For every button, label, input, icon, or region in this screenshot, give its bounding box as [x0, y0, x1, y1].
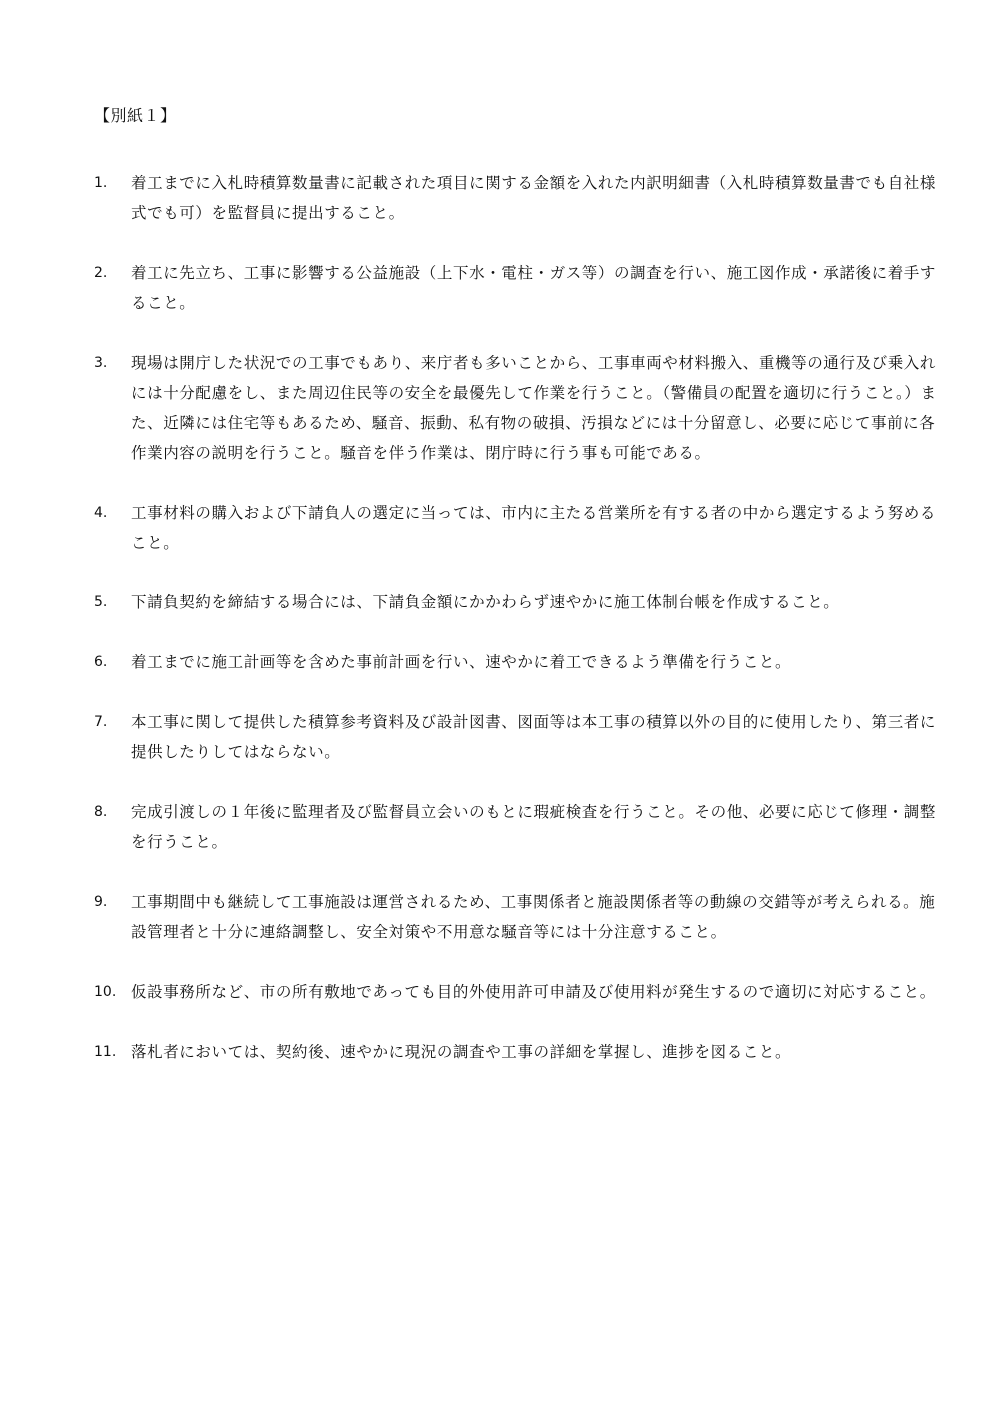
item-number: 7. — [94, 714, 108, 730]
item-number: 11. — [94, 1044, 117, 1060]
item-number: 3. — [94, 355, 108, 371]
list-item — [94, 647, 950, 677]
item-text: 本工事に関して提供した積算参考資料及び設計図書、図面等は本工事の積算以外の目的に使用したり、第三者に提供したりしてはならない。 — [131, 713, 937, 761]
list-item — [94, 168, 950, 228]
item-text: 下請負契約を締結する場合には、下請負金額にかかわらず速やかに施工体制台帳を作成すること。 — [131, 593, 840, 611]
list-item — [94, 797, 950, 857]
item-number: 4. — [94, 505, 108, 521]
list-item — [94, 707, 950, 767]
document-heading: 【別紙１】 — [94, 106, 177, 125]
list-item — [94, 1037, 950, 1067]
item-number: 5. — [94, 594, 108, 610]
item-text: 着工に先立ち、工事に影響する公益施設（上下水・電柱・ガス等）の調査を行い、施工図作成・承諾後に着手すること。 — [131, 264, 937, 312]
list-item — [94, 977, 950, 1007]
list-item — [94, 258, 950, 318]
item-number: 2. — [94, 265, 108, 281]
item-text: 工事材料の購入および下請負人の選定に当っては、市内に主たる営業所を有する者の中から選定するよう努めること。 — [131, 504, 937, 552]
requirements-list — [94, 168, 950, 1067]
item-text: 着工までに入札時積算数量書に記載された項目に関する金額を入れた内訳明細書（入札時積算数量書でも自社様式でも可）を監督員に提出すること。 — [131, 174, 937, 222]
item-text: 現場は開庁した状況での工事でもあり、来庁者も多いことから、工事車両や材料搬入、重機等の通行及び乗入れには十分配慮をし、また周辺住民等の安全を最優先して作業を行うこと。（警備員の配置を適切に行うこと。）また、近隣には住宅等もあるため、騒音、振動、私有物の破損、汚損などには十分留意し、必要に応じて事前に各作業内容の説明を行うこと。騒音を伴う作業は、閉庁時に行う事も可能である。 — [131, 354, 937, 462]
item-text: 着工までに施工計画等を含めた事前計画を行い、速やかに着工できるよう準備を行うこと。 — [131, 653, 792, 671]
item-text: 完成引渡しの１年後に監理者及び監督員立会いのもとに瑕疵検査を行うこと。その他、必要に応じて修理・調整を行うこと。 — [131, 803, 937, 851]
item-text: 落札者においては、契約後、速やかに現況の調査や工事の詳細を掌握し、進捗を図ること。 — [131, 1043, 792, 1061]
list-item — [94, 587, 950, 617]
item-number: 8. — [94, 804, 108, 820]
list-item — [94, 498, 950, 558]
item-number: 9. — [94, 894, 108, 910]
item-number: 6. — [94, 654, 108, 670]
item-number: 1. — [94, 175, 108, 191]
item-number: 10. — [94, 984, 117, 1000]
item-text: 仮設事務所など、市の所有敷地であっても目的外使用許可申請及び使用料が発生するので適切に対応すること。 — [131, 983, 936, 1001]
list-item — [94, 348, 950, 468]
list-item — [94, 887, 950, 947]
item-text: 工事期間中も継続して工事施設は運営されるため、工事関係者と施設関係者等の動線の交錯等が考えられる。施設管理者と十分に連絡調整し、安全対策や不用意な騒音等には十分注意すること。 — [131, 893, 936, 941]
